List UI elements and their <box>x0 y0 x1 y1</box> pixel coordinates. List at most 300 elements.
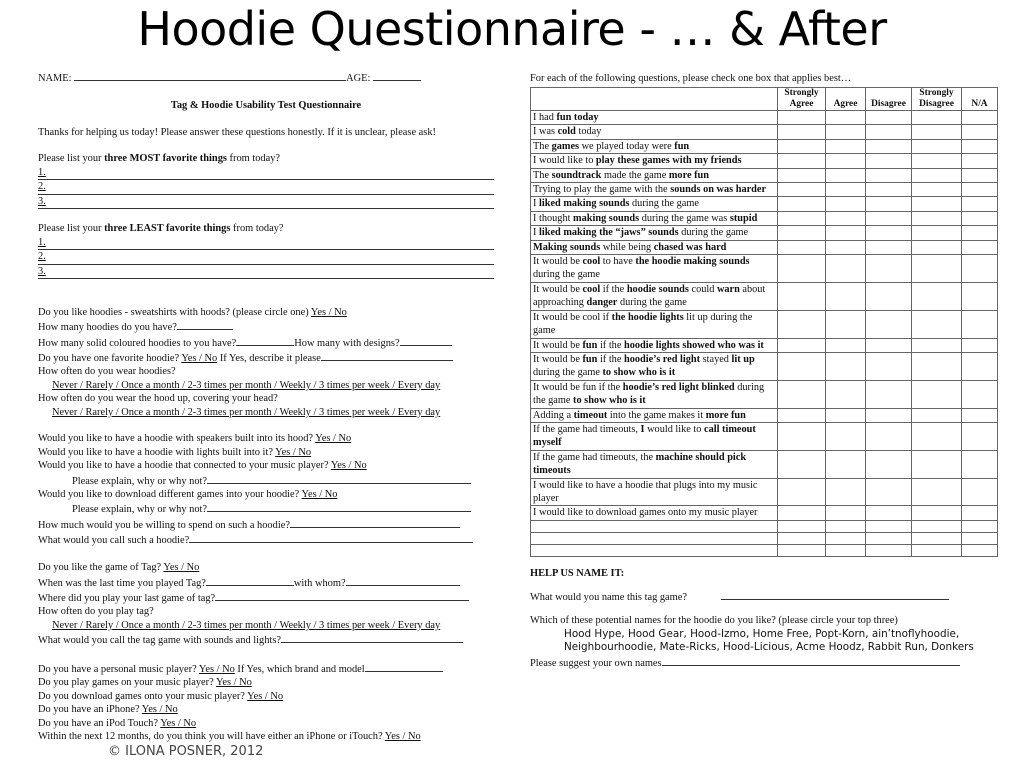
likert-row <box>531 211 998 225</box>
checkbox-cell[interactable] <box>866 338 912 352</box>
checkbox-cell[interactable] <box>962 211 998 225</box>
checkbox-cell[interactable] <box>826 408 866 422</box>
statement-text: cool <box>582 283 601 295</box>
checkbox-cell[interactable] <box>778 282 826 310</box>
checkbox-cell[interactable] <box>912 111 962 125</box>
likert-row <box>531 338 998 352</box>
statement-text: could <box>688 283 717 295</box>
checkbox-cell[interactable] <box>778 197 826 211</box>
column-header: Agree <box>826 88 866 111</box>
statement-cell <box>531 240 778 254</box>
statement-text: soundtrack <box>551 169 602 181</box>
least-num-3: 3. <box>38 265 46 277</box>
checkbox-cell[interactable] <box>778 408 826 422</box>
statement-text: stupid <box>729 212 758 224</box>
checkbox-cell[interactable] <box>962 380 998 408</box>
least-num-1: 1. <box>38 236 46 248</box>
checkbox-cell[interactable] <box>962 478 998 506</box>
checkbox-cell[interactable] <box>826 255 866 283</box>
checkbox-cell[interactable] <box>778 226 826 240</box>
help-q3 <box>530 655 998 671</box>
statement-text: during the game <box>533 367 603 379</box>
q-spend <box>38 517 494 532</box>
statement-text: It would be fun if the <box>533 381 623 393</box>
q-call-hoodie-text: What would you call such a hoodie? <box>38 535 190 547</box>
checkbox-cell[interactable] <box>962 139 998 153</box>
checkbox-cell[interactable] <box>778 139 826 153</box>
checkbox-cell[interactable] <box>826 125 866 139</box>
statement-text: hoodie’s red light <box>623 353 701 365</box>
q-like-hoodies-text: Do you like hoodies - sweatshirts with hoods? (please circle one) <box>38 306 311 318</box>
checkbox-cell[interactable] <box>866 197 912 211</box>
checkbox-cell[interactable] <box>826 168 866 182</box>
answer-field[interactable] <box>400 335 452 346</box>
checkbox-cell[interactable] <box>826 183 866 197</box>
likert-row <box>531 255 998 283</box>
name-label: NAME: <box>38 73 72 84</box>
checkbox-cell[interactable] <box>778 183 826 197</box>
statement-text: I <box>640 423 645 435</box>
checkbox-cell[interactable] <box>962 197 998 211</box>
empty-cell[interactable] <box>912 532 962 544</box>
q-favorite <box>38 350 494 365</box>
yes-no-choice[interactable]: Yes / No <box>198 663 235 675</box>
statement-cell <box>531 139 778 153</box>
likert-row <box>531 197 998 211</box>
column-header: N/A <box>962 88 998 111</box>
statement-text: I would like to have a hoodie that plugs into my music player <box>533 479 758 504</box>
least-line-1[interactable] <box>38 236 494 250</box>
statement-text: during the game <box>533 381 765 407</box>
checkbox-cell[interactable] <box>826 352 866 380</box>
statement-text: Trying to play the game with the <box>533 184 671 196</box>
checkbox-cell[interactable] <box>866 139 912 153</box>
game-name-field[interactable] <box>721 589 949 600</box>
checkbox-cell[interactable] <box>962 408 998 422</box>
q-last-played <box>38 575 494 590</box>
q-last-played-text: When was the last time you played Tag? <box>38 577 206 589</box>
yes-no-choice[interactable]: Yes / No <box>384 730 421 742</box>
statement-cell <box>531 380 778 408</box>
most-line-3[interactable] <box>38 195 494 209</box>
answer-field[interactable] <box>207 501 471 512</box>
empty-cell[interactable] <box>778 544 826 556</box>
checkbox-cell[interactable] <box>962 226 998 240</box>
yes-no-choice[interactable]: Yes / No <box>163 562 200 574</box>
empty-row <box>531 520 998 532</box>
most-num-3: 3. <box>38 195 46 207</box>
checkbox-cell[interactable] <box>778 240 826 254</box>
checkbox-cell[interactable] <box>778 380 826 408</box>
empty-cell[interactable] <box>866 520 912 532</box>
checkbox-cell[interactable] <box>866 422 912 450</box>
checkbox-cell[interactable] <box>912 255 962 283</box>
q-like-hoodies <box>38 306 494 319</box>
checkbox-cell[interactable] <box>912 211 962 225</box>
checkbox-cell[interactable] <box>866 408 912 422</box>
statement-text: Making sounds <box>533 241 601 253</box>
least-num-2: 2. <box>38 251 46 263</box>
q-download-games-text: Do you download games onto your music player? <box>38 690 248 702</box>
statement-cell <box>531 408 778 422</box>
checkbox-cell[interactable] <box>826 226 866 240</box>
questionnaire-page-left <box>38 70 494 743</box>
checkbox-cell[interactable] <box>778 211 826 225</box>
yes-no-choice[interactable]: Yes / No <box>275 446 312 458</box>
q-spend-text: How much would you be willing to spend on such a hoodie? <box>38 519 290 531</box>
checkbox-cell[interactable] <box>962 154 998 168</box>
column-header: Strongly Disagree <box>912 88 962 111</box>
checkbox-cell[interactable] <box>962 506 998 520</box>
checkbox-cell[interactable] <box>962 310 998 338</box>
checkbox-cell[interactable] <box>912 183 962 197</box>
hoodie-names-line-1[interactable]: Hood Hype, Hood Gear, Hood-Izmo, Home Free, Popt-Korn, ain’tnoflyhoodie, <box>564 627 960 640</box>
statement-text: The <box>533 169 552 181</box>
statement-header <box>531 88 778 111</box>
statement-text: I <box>533 227 540 239</box>
checkbox-cell[interactable] <box>866 478 912 506</box>
statement-text: to have <box>600 256 636 268</box>
checkbox-cell[interactable] <box>826 154 866 168</box>
empty-row <box>531 544 998 556</box>
checkbox-cell[interactable] <box>826 478 866 506</box>
likert-row <box>531 168 998 182</box>
checkbox-cell[interactable] <box>778 506 826 520</box>
help-q2: Which of these potential names for the hoodie do you like? (please circle your top three) <box>530 614 898 626</box>
checkbox-cell[interactable] <box>778 310 826 338</box>
q-explain-1 <box>38 473 494 488</box>
yes-no-choice[interactable]: Yes / No <box>215 677 252 689</box>
checkbox-cell[interactable] <box>826 211 866 225</box>
checkbox-cell[interactable] <box>912 422 962 450</box>
answer-field[interactable] <box>206 575 294 586</box>
checkbox-cell[interactable] <box>778 450 826 478</box>
q-where-played-text: Where did you play your last game of tag? <box>38 592 216 604</box>
checkbox-cell[interactable] <box>962 240 998 254</box>
checkbox-cell[interactable] <box>962 111 998 125</box>
empty-cell[interactable] <box>531 532 778 544</box>
statement-cell <box>531 226 778 240</box>
empty-cell[interactable] <box>778 532 826 544</box>
checkbox-cell[interactable] <box>962 282 998 310</box>
most-line-1[interactable] <box>38 166 494 180</box>
statement-cell <box>531 450 778 478</box>
likert-row <box>531 111 998 125</box>
statement-text: hoodie sounds <box>626 283 689 295</box>
own-names-field[interactable] <box>662 655 960 666</box>
most-line-2[interactable] <box>38 180 494 194</box>
likert-row <box>531 139 998 153</box>
hoodie-names-line-2[interactable]: Neighbourhoodie, Mate-Ricks, Hood-Licious, Acme Hoodz, Rabbit Run, Donkers <box>564 641 974 654</box>
statement-text: machine should pick timeouts <box>533 451 747 477</box>
freq-options-text[interactable]: Never / Rarely / Once a month / 2-3 times per month / Weekly / 3 times per week / Every day <box>52 379 441 391</box>
table-intro: For each of the following questions, please check one box that applies best… <box>530 73 852 84</box>
yes-no-choice[interactable]: Yes / No <box>330 460 367 472</box>
statement-text: lit up during the game <box>533 311 753 337</box>
statement-text: during the game was <box>639 212 730 224</box>
checkbox-cell[interactable] <box>866 183 912 197</box>
column-header: Disagree <box>866 88 912 111</box>
statement-text: games <box>551 140 580 152</box>
q-designs-text: How many with designs? <box>294 337 400 349</box>
q-lights <box>38 446 494 459</box>
freq-options-text[interactable]: Never / Rarely / Once a month / 2-3 times per month / Weekly / 3 times per week / Every day <box>52 619 441 631</box>
statement-text: timeout <box>573 409 608 421</box>
checkbox-cell[interactable] <box>962 168 998 182</box>
checkbox-cell[interactable] <box>826 310 866 338</box>
statement-text: danger <box>586 297 618 309</box>
statement-cell <box>531 255 778 283</box>
statement-cell <box>531 310 778 338</box>
q-download <box>38 488 494 501</box>
checkbox-cell[interactable] <box>778 154 826 168</box>
statement-text: I <box>533 198 540 210</box>
empty-cell[interactable] <box>962 544 998 556</box>
empty-cell[interactable] <box>826 520 866 532</box>
statement-text: would like to <box>644 423 705 435</box>
answer-field[interactable] <box>236 335 294 346</box>
statement-cell <box>531 111 778 125</box>
checkbox-cell[interactable] <box>826 240 866 254</box>
statement-text: liked making sounds <box>539 198 630 210</box>
least-line-2[interactable] <box>38 250 494 264</box>
checkbox-cell[interactable] <box>866 310 912 338</box>
checkbox-cell[interactable] <box>962 422 998 450</box>
checkbox-cell[interactable] <box>912 450 962 478</box>
checkbox-cell[interactable] <box>866 380 912 408</box>
checkbox-cell[interactable] <box>912 154 962 168</box>
answer-field[interactable] <box>346 575 460 586</box>
empty-cell[interactable] <box>866 544 912 556</box>
statement-cell <box>531 197 778 211</box>
checkbox-cell[interactable] <box>826 450 866 478</box>
statement-text: play these games with my friends <box>595 155 742 167</box>
checkbox-cell[interactable] <box>912 139 962 153</box>
answer-field[interactable] <box>177 319 233 330</box>
age-field[interactable] <box>373 70 421 81</box>
checkbox-cell[interactable] <box>962 450 998 478</box>
answer-field[interactable] <box>189 532 473 543</box>
q-call-tag-text: What would you call the tag game with sounds and lights? <box>38 635 281 647</box>
name-field[interactable] <box>74 70 346 81</box>
checkbox-cell[interactable] <box>778 125 826 139</box>
empty-cell[interactable] <box>826 532 866 544</box>
statement-cell <box>531 168 778 182</box>
empty-cell[interactable] <box>962 520 998 532</box>
checkbox-cell[interactable] <box>912 506 962 520</box>
statement-text: the hoodie lights <box>611 311 684 323</box>
statement-text: I was <box>533 126 558 138</box>
checkbox-cell[interactable] <box>826 506 866 520</box>
freq-options-text[interactable]: Never / Rarely / Once a month / 2-3 times per month / Weekly / 3 times per week / Every day <box>52 406 441 418</box>
checkbox-cell[interactable] <box>866 211 912 225</box>
checkbox-cell[interactable] <box>912 282 962 310</box>
checkbox-cell[interactable] <box>912 352 962 380</box>
answer-field[interactable] <box>290 517 460 528</box>
likert-table <box>530 87 998 557</box>
empty-cell[interactable] <box>912 520 962 532</box>
statement-text: It would be <box>533 339 583 351</box>
checkbox-cell[interactable] <box>778 168 826 182</box>
checkbox-cell[interactable] <box>912 226 962 240</box>
empty-cell[interactable] <box>962 532 998 544</box>
checkbox-cell[interactable] <box>866 506 912 520</box>
least-bold: three LEAST favorite things <box>104 223 231 235</box>
answer-field[interactable] <box>281 632 463 643</box>
answer-field[interactable] <box>321 350 453 361</box>
help-q1-text: What would you name this tag game? <box>530 592 687 604</box>
checkbox-cell[interactable] <box>778 478 826 506</box>
checkbox-cell[interactable] <box>912 240 962 254</box>
checkbox-cell[interactable] <box>778 422 826 450</box>
checkbox-cell[interactable] <box>866 111 912 125</box>
checkbox-cell[interactable] <box>866 282 912 310</box>
yes-no-choice[interactable]: Yes / No <box>315 433 352 445</box>
checkbox-cell[interactable] <box>912 478 962 506</box>
checkbox-cell[interactable] <box>866 352 912 380</box>
empty-cell[interactable] <box>826 544 866 556</box>
checkbox-cell[interactable] <box>866 125 912 139</box>
checkbox-cell[interactable] <box>826 282 866 310</box>
checkbox-cell[interactable] <box>866 450 912 478</box>
q-speakers <box>38 432 494 445</box>
checkbox-cell[interactable] <box>826 197 866 211</box>
most-prefix: Please list your <box>38 153 105 165</box>
checkbox-cell[interactable] <box>778 338 826 352</box>
empty-cell[interactable] <box>866 532 912 544</box>
likert-row <box>531 125 998 139</box>
checkbox-cell[interactable] <box>866 226 912 240</box>
q-call-tag <box>38 632 494 647</box>
q-like-tag-text: Do you like the game of Tag? <box>38 562 164 574</box>
statement-text: if the <box>600 283 627 295</box>
statement-text: hoodie’s red light blinked <box>622 381 735 393</box>
checkbox-cell[interactable] <box>826 139 866 153</box>
checkbox-cell[interactable] <box>912 338 962 352</box>
empty-cell[interactable] <box>531 520 778 532</box>
q-download-games <box>38 690 494 703</box>
help-title: HELP US NAME IT: <box>530 567 625 579</box>
q-music-player-text: Would you like to have a hoodie that connected to your music player? <box>38 460 331 472</box>
statement-text: cold <box>557 126 576 138</box>
checkbox-cell[interactable] <box>866 154 912 168</box>
q-download-text: Would you like to download different games into your hoodie? <box>38 489 302 501</box>
checkbox-cell[interactable] <box>962 338 998 352</box>
q-explain-2 <box>38 501 494 516</box>
checkbox-cell[interactable] <box>866 168 912 182</box>
q-how-often-tag: How often do you play tag? <box>38 606 154 618</box>
q-how-often-wear: How often do you wear hoodies? <box>38 366 176 378</box>
answer-field[interactable] <box>215 590 469 601</box>
empty-cell[interactable] <box>912 544 962 556</box>
q-speakers-text: Would you like to have a hoodie with speakers built into its hood? <box>38 433 316 445</box>
intro-text: Thanks for helping us today! Please answer these questions honestly. If it is unclear, please ask! <box>38 126 436 138</box>
checkbox-cell[interactable] <box>912 168 962 182</box>
statement-text: if the <box>597 339 624 351</box>
checkbox-cell[interactable] <box>778 255 826 283</box>
answer-field[interactable] <box>207 473 471 484</box>
checkbox-cell[interactable] <box>912 125 962 139</box>
least-line-3[interactable] <box>38 265 494 279</box>
likert-row <box>531 240 998 254</box>
checkbox-cell[interactable] <box>962 255 998 283</box>
yes-no-choice[interactable]: Yes / No <box>141 704 178 716</box>
statement-text: warn <box>716 283 740 295</box>
checkbox-cell[interactable] <box>778 352 826 380</box>
checkbox-cell[interactable] <box>826 422 866 450</box>
statement-text: the hoodie making sounds <box>635 256 750 268</box>
statement-text: lit up <box>731 353 755 365</box>
checkbox-cell[interactable] <box>962 183 998 197</box>
help-q1 <box>530 589 998 605</box>
checkbox-cell[interactable] <box>866 240 912 254</box>
q-lights-text: Would you like to have a hoodie with lights built into it? <box>38 446 276 458</box>
checkbox-cell[interactable] <box>962 125 998 139</box>
answer-field[interactable] <box>365 661 443 672</box>
likert-row <box>531 478 998 506</box>
statement-cell <box>531 154 778 168</box>
statement-text: call timeout myself <box>533 423 756 449</box>
checkbox-cell[interactable] <box>912 310 962 338</box>
q-explain-text: Please explain, why or why not? <box>72 504 208 516</box>
yes-no-choice[interactable]: Yes / No <box>247 690 284 702</box>
most-num-1: 1. <box>38 166 46 178</box>
statement-text: I thought <box>533 212 574 224</box>
statement-cell <box>531 338 778 352</box>
most-bold: three MOST favorite things <box>104 153 227 165</box>
statement-text: more fun <box>668 169 709 181</box>
statement-text: It would be <box>533 353 583 365</box>
likert-row <box>531 422 998 450</box>
empty-cell[interactable] <box>778 520 826 532</box>
statement-text: during the game <box>617 297 687 309</box>
form-title: Tag & Hoodie Usability Test Questionnaire <box>170 99 362 111</box>
yes-no-choice[interactable]: Yes / No <box>181 353 218 365</box>
statement-text: if the <box>597 353 624 365</box>
least-suffix: from today? <box>230 223 284 235</box>
statement-text: to show who is it <box>573 395 646 407</box>
q-with-whom-text: with whom? <box>293 577 346 589</box>
checkbox-cell[interactable] <box>826 380 866 408</box>
freq-options-3 <box>38 619 494 632</box>
checkbox-cell[interactable] <box>912 380 962 408</box>
slide-title: Hoodie Questionnaire - … & After <box>137 2 887 56</box>
checkbox-cell[interactable] <box>912 408 962 422</box>
help-q3-text: Please suggest your own names <box>530 657 662 669</box>
q-hood-up: How often do you wear the hood up, covering your head? <box>38 393 278 405</box>
likert-row <box>531 352 998 380</box>
q-how-many <box>38 319 494 334</box>
checkbox-cell[interactable] <box>778 111 826 125</box>
checkbox-cell[interactable] <box>826 338 866 352</box>
checkbox-cell[interactable] <box>962 352 998 380</box>
likert-row <box>531 282 998 310</box>
yes-no-choice[interactable]: Yes / No <box>310 306 347 318</box>
empty-cell[interactable] <box>531 544 778 556</box>
statement-text: I would like to download games onto my music player <box>533 507 758 519</box>
statement-text: chased was hard <box>653 241 727 253</box>
yes-no-choice[interactable]: Yes / No <box>160 717 197 729</box>
statement-cell <box>531 352 778 380</box>
yes-no-choice[interactable]: Yes / No <box>301 489 338 501</box>
q-personal-player <box>38 661 494 676</box>
statement-text: sounds on was harder <box>670 184 767 196</box>
checkbox-cell[interactable] <box>912 197 962 211</box>
statement-cell <box>531 422 778 450</box>
checkbox-cell[interactable] <box>826 111 866 125</box>
q-how-many-text: How many hoodies do you have? <box>38 322 177 334</box>
checkbox-cell[interactable] <box>866 255 912 283</box>
